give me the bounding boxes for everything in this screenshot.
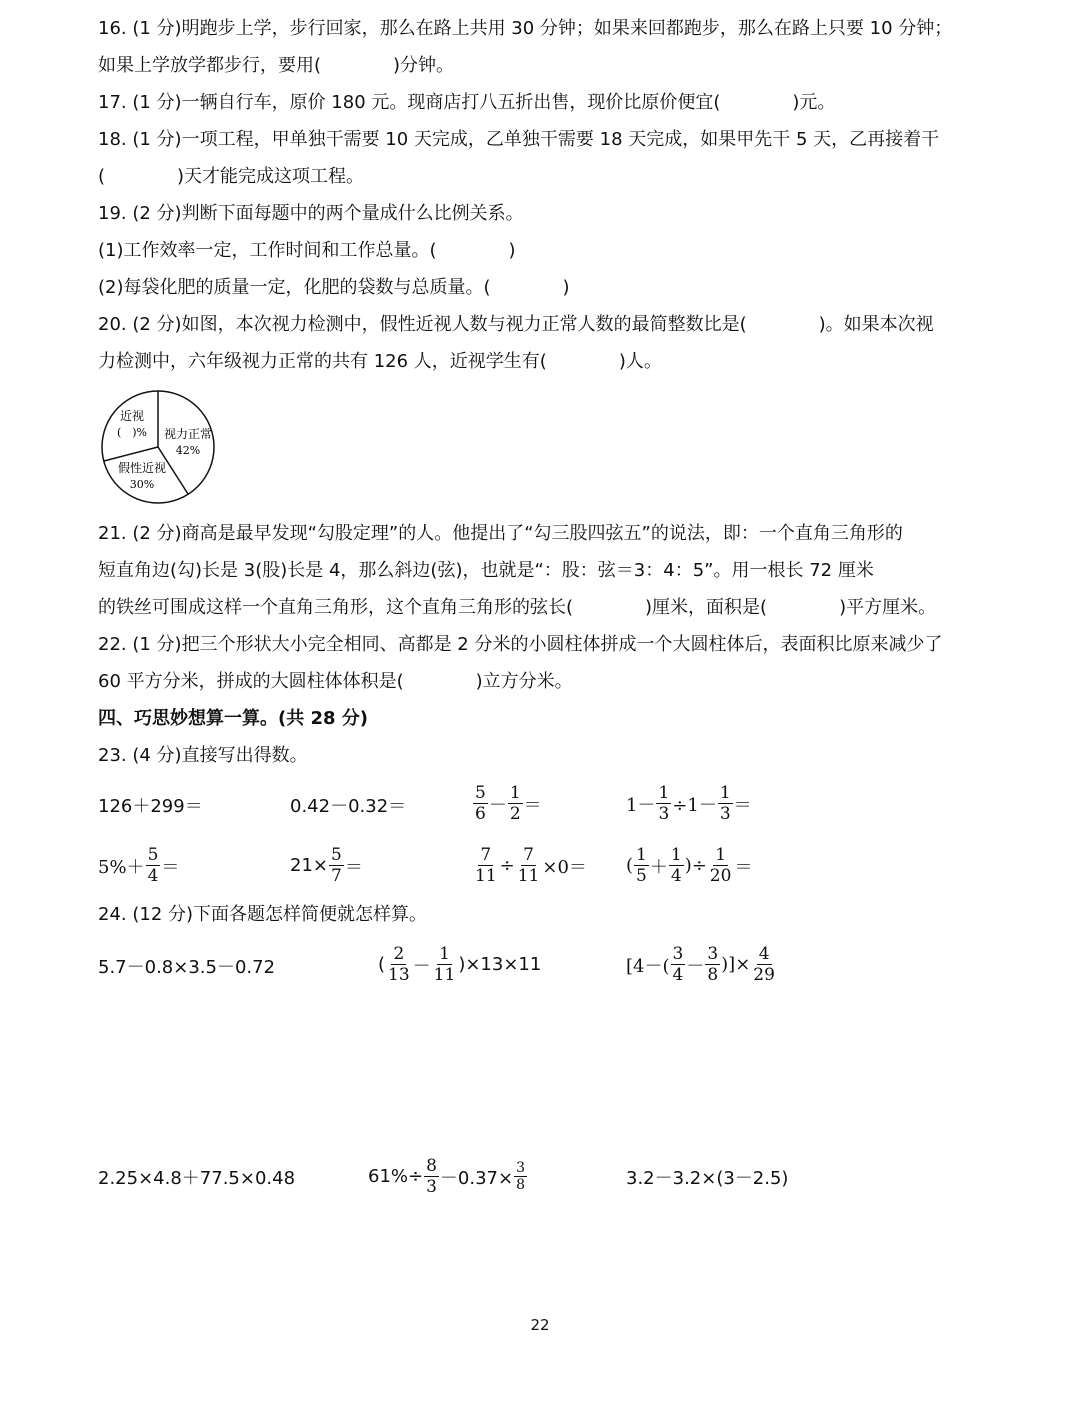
fraction: $\frac{5}{7}$ [331,845,342,886]
slice-normal-label: 视力正常 [163,427,213,441]
fraction: $\frac{7}{11}$ [475,845,497,886]
fraction: $\frac{3}{8}$ [516,1160,526,1193]
q20-line2: 力检测中，六年级视力正常的共有 126 人，近视学生有( )人。 [98,351,662,372]
q23-expr-8: ( $\frac{1}{5}$ ＋ $\frac{1}{4}$ )÷ $\frac{1}{20}$ ＝ [626,845,753,886]
q24-expr-6-text: 3.2－3.2×(3－2.5) [626,1168,789,1189]
fraction: $\frac{8}{3}$ [426,1156,437,1197]
page-number: 22 [530,1316,550,1334]
q23-title: 23. (4 分)直接写出得数。 [98,745,308,766]
q24-expr-5: 61%÷ $\frac{8}{3}$ －0.37× $\frac{3}{8}$ [368,1156,526,1197]
section-four-title: 四、巧思妙想算一算。(共 28 分) [98,708,369,729]
q24-expr-1 [98,953,275,979]
fraction: $\frac{3}{8}$ [707,944,719,985]
q23-expr-1-text: 126＋299＝ [98,796,203,817]
slice-normal-value: 42% [175,444,201,457]
q24-expr-4-text: 2.25×4.8＋77.5×0.48 [98,1168,296,1189]
q23-expr-5: 5%＋ $\frac{5}{4}$ ＝ [98,845,180,886]
fraction: $\frac{1}{2}$ [509,783,521,824]
q23-expr-7: $\frac{7}{11}$ ÷ $\frac{7}{11}$ ×0＝ [475,845,587,886]
slice-myopia-label: 近视 [119,409,145,423]
fraction: $\frac{1}{20}$ [709,845,732,886]
vision-pie-chart [100,388,218,510]
fraction: $\frac{4}{29}$ [753,944,775,985]
q21-line3: 的铁丝可围成这样一个直角三角形，这个直角三角形的弦长( )厘米，面积是( )平方厘米。 [98,597,937,618]
q23-expr-3: $\frac{5}{6}$ － $\frac{1}{2}$ ＝ [475,783,542,824]
q24-expr-4 [98,1164,295,1190]
q24-expr-6 [626,1164,788,1190]
q22-line2: 60 平方分米，拼成的大圆柱体体积是( )立方分米。 [98,671,573,692]
q23-expr-2 [290,792,406,818]
q18-line2: ( )天才能完成这项工程。 [98,166,365,187]
q17-line1: 17. (1 分)一辆自行车，原价 180 元。现商店打八五折出售，现价比原价便宜( )元。 [98,92,836,113]
fraction: $\frac{1}{3}$ [658,783,670,824]
q21-line2: 短直角边(勾)长是 3(股)长是 4，那么斜边(弦)，也就是“：股：弦＝3：4：5”。用一根长 72 厘米 [98,560,874,581]
q21-line1: 21. (2 分)商高是最早发现“勾股定理”的人。他提出了“勾三股四弦五”的说法，即：一个直角三角形的 [98,523,903,544]
q19-line1: 19. (2 分)判断下面每题中的两个量成什么比例关系。 [98,203,524,224]
q16-line2: 如果上学放学都步行，要用( )分钟。 [98,55,455,76]
q24-expr-3: [4－( $\frac{3}{4}$ － $\frac{3}{8}$ )]× $\frac{4}{29}$ [626,944,775,985]
fraction: $\frac{1}{3}$ [719,783,731,824]
fraction: $\frac{2}{13}$ [388,944,410,985]
q18-line1: 18. (1 分)一项工程，甲单独干需要 10 天完成，乙单独干需要 18 天完成，如果甲先干 5 天，乙再接着干 [98,129,940,150]
q16-line1: 16. (1 分)明跑步上学，步行回家，那么在路上共用 30 分钟；如果来回都跑步，那么在路上只要 10 分钟； [98,18,953,39]
slice-pseudo-value: 30% [129,478,155,491]
q24-expr-2: ( $\frac{2}{13}$ － $\frac{1}{11}$ )×13×11 [378,944,542,985]
fraction: $\frac{5}{6}$ [475,783,486,824]
fraction: $\frac{1}{5}$ [636,845,647,886]
fraction: $\frac{1}{11}$ [433,944,456,985]
q23-expr-6: 21× $\frac{5}{7}$ ＝ [290,845,363,886]
q23-expr-2-text: 0.42－0.32＝ [290,796,407,817]
fraction: $\frac{3}{4}$ [672,944,684,985]
fraction: $\frac{1}{4}$ [670,845,682,886]
fraction: $\frac{7}{11}$ [517,845,540,886]
q23-expr-4: 1－ $\frac{1}{3}$ ÷1－ $\frac{1}{3}$ ＝ [626,783,752,824]
q23-expr-1 [98,792,203,818]
fraction: $\frac{5}{4}$ [147,845,159,886]
q20-line1: 20. (2 分)如图，本次视力检测中，假性近视人数与视力正常人数的最简整数比是( )。如果本次视 [98,314,934,335]
q24-title: 24. (12 分)下面各题怎样简便就怎样算。 [98,904,428,925]
q19-sub2: (2)每袋化肥的质量一定，化肥的袋数与总质量。( ) [98,277,570,298]
slice-pseudo-label: 假性近视 [117,461,167,475]
q22-line1: 22. (1 分)把三个形状大小完全相同、高都是 2 分米的小圆柱体拼成一个大圆柱体后，表面积比原来减少了 [98,634,943,655]
slice-myopia-value: ( )% [116,426,148,439]
q24-expr-1-text: 5.7－0.8×3.5－0.72 [98,957,276,978]
q19-sub1: (1)工作效率一定，工作时间和工作总量。( ) [98,240,516,261]
